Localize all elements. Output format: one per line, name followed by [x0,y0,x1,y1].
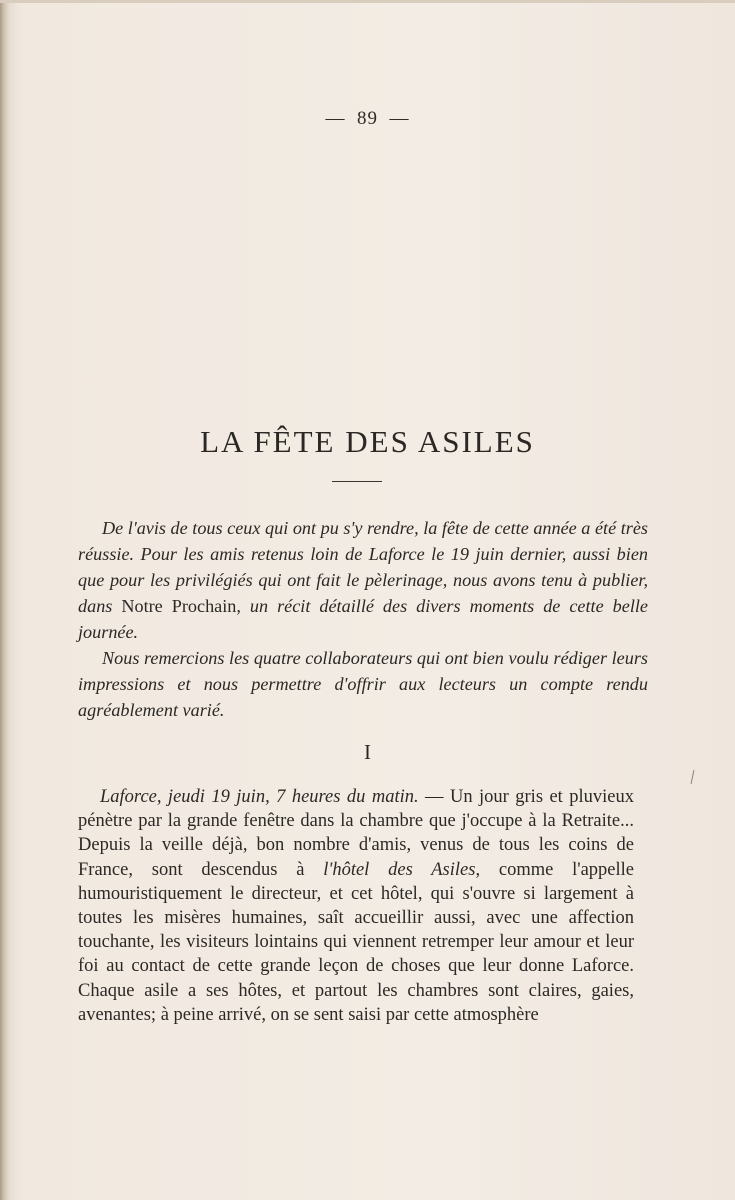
page-top-edge [0,0,735,3]
intro-paragraph-2: Nous remercions les quatre collaborateurs qui ont bien voulu rédiger leurs impressions et nous permettre d'offrir aux lecteurs un compte rendu agréablement varié. [78,648,648,720]
publication-name: Notre Prochain [121,596,237,616]
body-text-b: , comme l'appelle humouristiquement le directeur, et cet hôtel, qui s'ouvre si largement à toutes les misères humaines, saît accueillir aussi, avec une affection touchante, les visiteurs lointains qui viennent retremper leur amour et leur foi au contact de cette grande leçon de choses que leur donne Laforce. Chaque asile a ses hôtes, et partout les chambres sont claires, gaies, avenantes; à peine arrivé, on se sent saisi par cette atmosphère [78,859,634,1025]
title-rule [332,481,382,482]
body-paragraph [78,785,634,1027]
page-number-value: 89 [357,108,378,129]
intro-paragraph-1 [78,515,648,645]
body-dateline: Laforce, jeudi 19 juin, 7 heures du matin. [100,787,419,807]
page-number-prefix: — [325,108,346,129]
intro-p1-text-a: De l'avis de tous ceux qui ont pu s'y rendre, la fête de cette année a été très réussie. Pour les amis retenus loin de Laforce le 19 juin dernier, aussi bien que pour les privilégiés qui ont fait le pèlerinage, nous avons tenu à publier, dans [78,518,648,616]
page-number-suffix: — [389,108,410,129]
margin-pencil-mark [691,770,695,784]
intro-block [78,515,648,723]
section-number: I [364,740,371,764]
body-hotel-phrase: l'hôtel des Asiles [323,859,476,880]
body-text-a: — Un jour gris et pluvieux pénètre par la grande fenêtre dans la chambre que j'occupe à la Retraite... Depuis la veille déjà, bon nombre d'amis, venus de tous les coins de France, sont descendus à [78,787,634,880]
intro-p1-text-b: , un récit détaillé des divers moments de cette belle journée. [78,596,649,642]
article-title: LA FÊTE DES ASILES [200,424,535,459]
body-text [78,785,634,1027]
page-number [0,108,735,130]
